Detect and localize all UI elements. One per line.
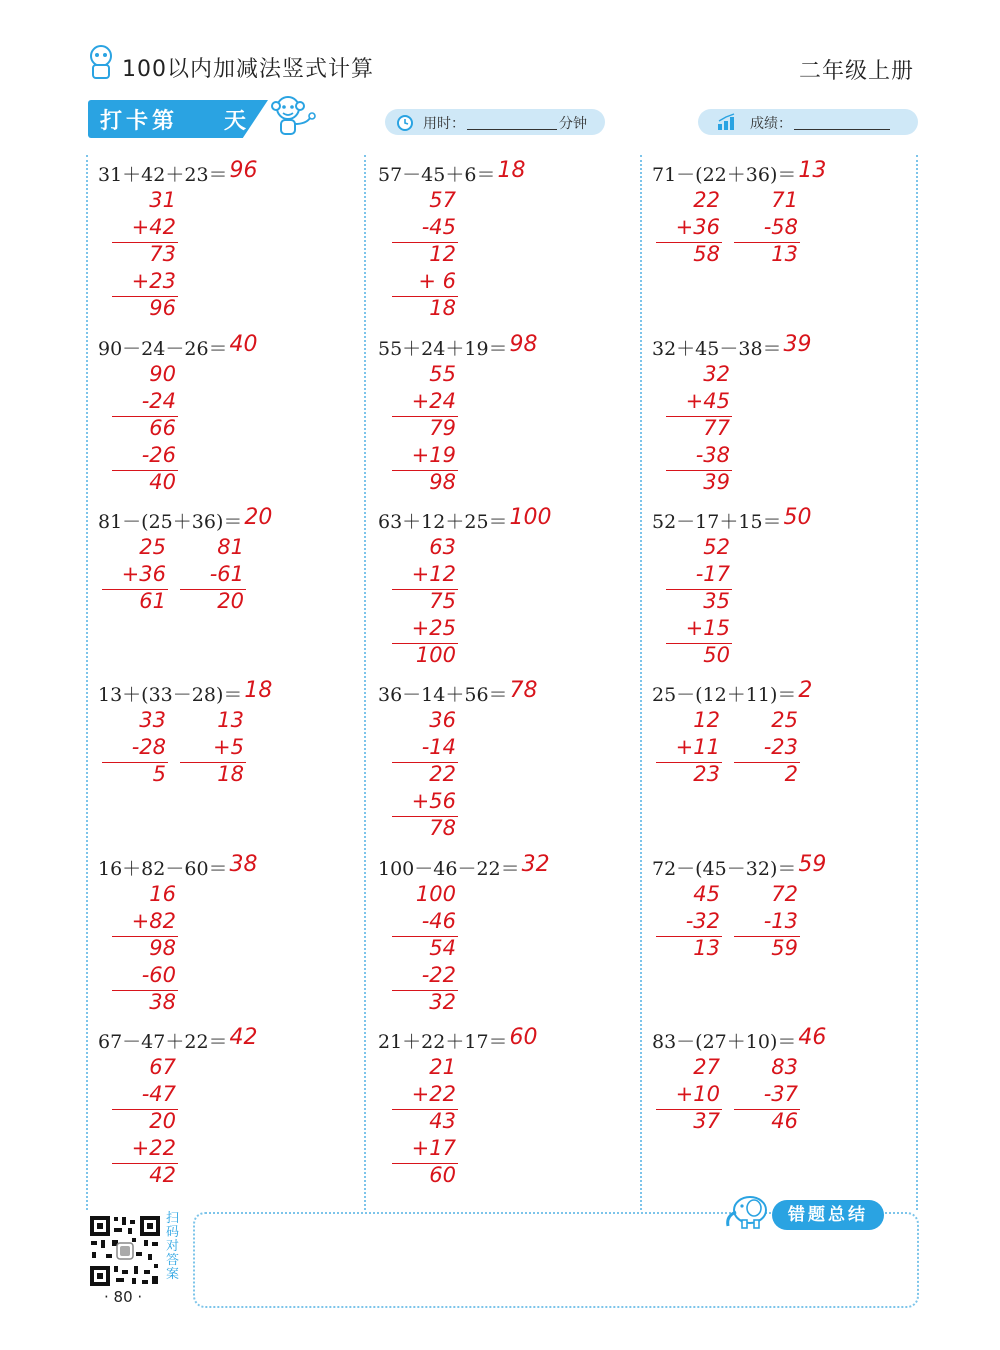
problem-answer: 40	[229, 332, 258, 357]
calc-line: 73	[149, 242, 176, 266]
calc-line: +45	[685, 389, 730, 413]
grade-label: 二年级上册	[798, 59, 914, 84]
calc-line: 27	[693, 1055, 720, 1079]
problem-answer: 100	[509, 505, 552, 530]
column-divider-2	[640, 155, 642, 1210]
problem-answer: 50	[783, 505, 812, 530]
calc-line: 90	[149, 362, 176, 386]
calc-line: 33	[139, 708, 166, 732]
time-field	[385, 109, 605, 135]
calc-line: 31	[149, 188, 176, 212]
calc-line: 57	[429, 188, 456, 212]
calc-line: 22	[429, 762, 456, 786]
calc-line: 5	[152, 762, 166, 786]
problem-answer: 46	[798, 1025, 827, 1050]
calc-line: 100	[415, 643, 456, 667]
calc-line: 12	[693, 708, 720, 732]
problem-expression: 67－47＋22＝	[98, 1031, 228, 1053]
problem-expression: 83－(27＋10)＝	[652, 1031, 797, 1053]
calc-line: +23	[131, 269, 176, 293]
calc-line: 75	[429, 589, 456, 613]
calc-line: -17	[695, 562, 730, 586]
calc-line: + 6	[418, 269, 456, 293]
calc-line: -60	[141, 963, 176, 987]
problem-expression: 81－(25＋36)＝	[98, 511, 243, 533]
calc-line: 59	[771, 936, 798, 960]
calc-line: 100	[415, 882, 456, 906]
problem-answer: 60	[509, 1025, 538, 1050]
calc-line: 20	[217, 589, 244, 613]
calc-line: 42	[149, 1163, 176, 1187]
calc-line: +19	[411, 443, 456, 467]
calc-line: 39	[703, 470, 730, 494]
calc-line: 18	[429, 296, 456, 320]
calc-line: -28	[131, 735, 166, 759]
monkey-icon	[266, 94, 318, 140]
problem-answer: 98	[509, 332, 538, 357]
calc-line: 52	[703, 535, 730, 559]
calc-line: -58	[763, 215, 798, 239]
calc-line: -61	[209, 562, 244, 586]
problem-expression: 13＋(33－28)＝	[98, 684, 243, 706]
calc-line: 66	[149, 416, 176, 440]
page-number: · 80 ·	[104, 1288, 143, 1306]
problem-answer: 32	[521, 852, 550, 877]
calc-line: 60	[429, 1163, 456, 1187]
calc-line: 32	[429, 990, 456, 1014]
problem-answer: 42	[229, 1025, 258, 1050]
problem-answer: 18	[244, 678, 273, 703]
column-border-left	[86, 155, 88, 1210]
calc-line: 81	[217, 535, 244, 559]
problem-expression: 32＋45－38＝	[652, 338, 782, 360]
calc-line: 20	[149, 1109, 176, 1133]
calc-line: -13	[763, 909, 798, 933]
book-title: 100以内加减法竖式计算	[122, 57, 374, 82]
calc-line: +42	[131, 215, 176, 239]
calc-line: -14	[421, 735, 456, 759]
problem-expression: 52－17＋15＝	[652, 511, 782, 533]
calc-line: 43	[429, 1109, 456, 1133]
problem-expression: 72－(45－32)＝	[652, 858, 797, 880]
qr-caption: 扫码对答案	[166, 1211, 180, 1282]
checkin-day-label: 天	[224, 109, 247, 134]
calc-line: +11	[675, 735, 720, 759]
time-unit: 分钟	[559, 116, 587, 132]
calc-line: +5	[213, 735, 244, 759]
calc-line: 50	[703, 643, 730, 667]
problem-answer: 78	[509, 678, 538, 703]
calc-line: 58	[693, 242, 720, 266]
calc-line: +10	[675, 1082, 720, 1106]
calc-line: +56	[411, 789, 456, 813]
calc-line: 18	[217, 762, 244, 786]
calc-line: 71	[771, 188, 798, 212]
problem-expression: 16＋82－60＝	[98, 858, 228, 880]
calc-line: +24	[411, 389, 456, 413]
problem-expression: 90－24－26＝	[98, 338, 228, 360]
problem-answer: 13	[798, 158, 827, 183]
calc-line: +36	[675, 215, 720, 239]
column-divider-1	[364, 155, 366, 1210]
calc-line: 2	[784, 762, 798, 786]
problem-expression: 71－(22＋36)＝	[652, 164, 797, 186]
problem-answer: 38	[229, 852, 258, 877]
calc-line: 16	[149, 882, 176, 906]
calc-line: 77	[703, 416, 730, 440]
calc-line: +15	[685, 616, 730, 640]
calc-line: 63	[429, 535, 456, 559]
calc-line: -47	[141, 1082, 176, 1106]
calc-line: -23	[763, 735, 798, 759]
time-blank[interactable]	[467, 129, 557, 130]
problem-expression: 63＋12＋25＝	[378, 511, 508, 533]
qr-code-icon[interactable]	[88, 1214, 162, 1288]
calc-line: 25	[771, 708, 798, 732]
column-border-right	[916, 155, 918, 1210]
problem-expression: 100－46－22＝	[378, 858, 520, 880]
calc-line: 96	[149, 296, 176, 320]
calc-line: -22	[421, 963, 456, 987]
calc-line: 98	[149, 936, 176, 960]
calc-line: 79	[429, 416, 456, 440]
calc-line: 22	[693, 188, 720, 212]
calc-line: -24	[141, 389, 176, 413]
calc-line: 13	[693, 936, 720, 960]
calc-line: 67	[149, 1055, 176, 1079]
calc-line: 72	[771, 882, 798, 906]
problem-answer: 20	[244, 505, 273, 530]
calc-line: -32	[685, 909, 720, 933]
chart-icon	[716, 112, 738, 136]
calc-line: 46	[771, 1109, 798, 1133]
calc-line: +22	[131, 1136, 176, 1160]
calc-line: +82	[131, 909, 176, 933]
score-label: 成绩：	[750, 116, 792, 132]
calc-line: 61	[139, 589, 166, 613]
error-summary-label: 错题总结	[772, 1200, 884, 1230]
calc-line: +17	[411, 1136, 456, 1160]
problem-expression: 31＋42＋23＝	[98, 164, 228, 186]
calc-line: 40	[149, 470, 176, 494]
calc-line: +12	[411, 562, 456, 586]
calc-line: 55	[429, 362, 456, 386]
calc-line: +25	[411, 616, 456, 640]
calc-line: 83	[771, 1055, 798, 1079]
calc-line: 25	[139, 535, 166, 559]
problem-answer: 96	[229, 158, 258, 183]
elephant-icon	[722, 1192, 772, 1232]
calc-line: -37	[763, 1082, 798, 1106]
calc-line: 13	[217, 708, 244, 732]
calc-line: 36	[429, 708, 456, 732]
problem-expression: 55＋24＋19＝	[378, 338, 508, 360]
problem-answer: 2	[798, 678, 813, 703]
problem-expression: 36－14＋56＝	[378, 684, 508, 706]
calc-line: 54	[429, 936, 456, 960]
mascot-icon	[86, 44, 116, 80]
calc-line: -45	[421, 215, 456, 239]
calc-line: 78	[429, 816, 456, 840]
calc-line: +22	[411, 1082, 456, 1106]
calc-line: 45	[693, 882, 720, 906]
problem-expression: 25－(12＋11)＝	[652, 684, 797, 706]
calc-line: -26	[141, 443, 176, 467]
checkin-label: 打卡第	[100, 109, 179, 134]
calc-line: 32	[703, 362, 730, 386]
score-blank[interactable]	[794, 129, 890, 130]
calc-line: 23	[693, 762, 720, 786]
calc-line: 98	[429, 470, 456, 494]
calc-line: 37	[693, 1109, 720, 1133]
problem-expression: 21＋22＋17＝	[378, 1031, 508, 1053]
calc-line: -46	[421, 909, 456, 933]
problem-answer: 18	[497, 158, 526, 183]
problem-answer: 59	[798, 852, 827, 877]
calc-line: 13	[771, 242, 798, 266]
calc-line: +36	[121, 562, 166, 586]
score-field	[698, 109, 918, 135]
calc-line: 38	[149, 990, 176, 1014]
clock-icon	[395, 112, 415, 136]
calc-line: 35	[703, 589, 730, 613]
calc-line: 12	[429, 242, 456, 266]
problem-expression: 57－45＋6＝	[378, 164, 496, 186]
problem-answer: 39	[783, 332, 812, 357]
calc-line: 21	[429, 1055, 456, 1079]
calc-line: -38	[695, 443, 730, 467]
time-label: 用时：	[423, 116, 465, 132]
